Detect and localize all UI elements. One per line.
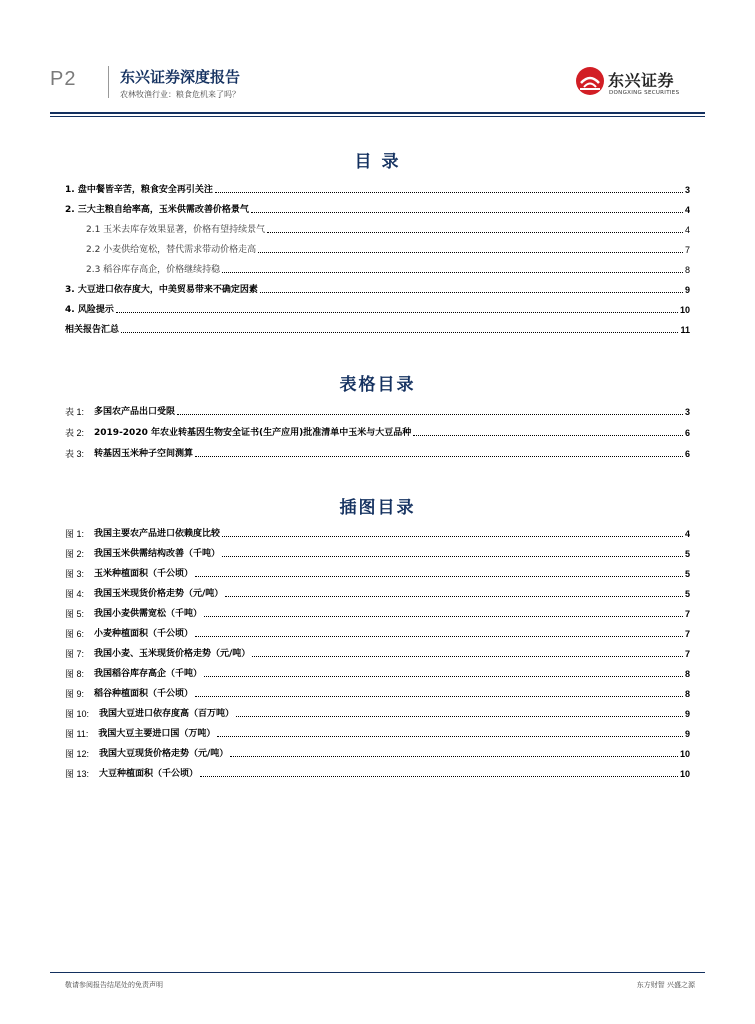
leader-dots [252,656,683,657]
table-entry-label: 2019-2020 年农业转基因生物安全证书(生产应用)批准清单中玉米与大豆品种 [94,428,412,438]
figure-entry-number: 图 8: [65,669,85,679]
leader-dots [217,736,683,737]
toc-subentry-label: 2.3 稻谷库存高企，价格继续持稳 [86,265,221,275]
figure-entry-label: 我国小麦供需宽松（千吨） [94,609,203,619]
figure-entry[interactable] [65,626,690,640]
figure-entry-page: 9 [684,729,690,739]
figure-entry[interactable] [65,546,690,560]
figure-entry-page: 5 [684,569,690,579]
toc-entry-label: 2. 三大主粮自给率高，玉米供需改善价格景气 [65,205,249,215]
figure-entry-page: 5 [684,549,690,559]
leader-dots [204,676,683,677]
figure-list-title: 插图目录 [339,498,416,518]
figure-entry-page: 10 [679,769,690,779]
page-number: P2 [50,68,77,90]
logo-chinese-name: 东兴证券 [608,71,675,90]
figure-entry-number: 图 9: [65,689,85,699]
figure-entry[interactable] [65,586,690,600]
toc-subentry[interactable] [86,262,690,276]
figure-entry-number: 图 11: [65,729,89,739]
figure-entry-number: 图 13: [65,769,90,779]
company-slogan: 东方财智 兴盛之源 [636,981,695,989]
figure-entry-page: 10 [679,749,690,759]
figure-entry-label: 我国稻谷库存高企（千吨） [94,669,203,679]
toc-entry-label: 相关报告汇总 [65,325,120,335]
table-entry-page: 3 [684,407,690,417]
leader-dots [116,312,678,313]
figure-entry-number: 图 3: [65,569,85,579]
figure-entry-page: 4 [684,529,690,539]
figure-entry-number: 图 4: [65,589,85,599]
figure-entry[interactable] [65,526,690,540]
figure-entry-page: 9 [684,709,690,719]
toc-subentry-page: 4 [684,225,690,235]
table-list-title: 表格目录 [339,375,416,395]
figure-entry-label: 玉米种植面积（千公顷） [94,569,194,579]
leader-dots [204,616,683,617]
leader-dots [225,596,683,597]
leader-dots [121,332,678,333]
table-entry-number: 表 1: [65,407,85,417]
leader-dots [177,414,683,415]
table-entry[interactable] [65,446,690,460]
figure-entry-label: 我国大豆现货价格走势（元/吨） [99,749,229,759]
toc-subentry[interactable] [86,242,690,256]
company-logo [575,66,695,102]
figure-entry[interactable] [65,646,690,660]
table-entry-label: 多国农产品出口受限 [94,407,176,417]
leader-dots [260,292,683,293]
leader-dots [195,456,683,457]
leader-dots [267,232,683,233]
figure-entry-page: 5 [684,589,690,599]
figure-entry-number: 图 7: [65,649,85,659]
leader-dots [236,716,683,717]
toc-entry-page: 9 [684,285,690,295]
figure-entry-number: 图 5: [65,609,85,619]
leader-dots [215,192,683,193]
toc-subentry-page: 7 [684,245,690,255]
toc-entry-label: 3. 大豆进口依存度大，中美贸易带来不确定因素 [65,285,258,295]
table-entry[interactable] [65,404,690,418]
toc-subentry-label: 2.2 小麦供给宽松，替代需求带动价格走高 [86,245,257,255]
leader-dots [222,272,683,273]
toc-entry-page: 3 [684,185,690,195]
report-series-title: 东兴证券深度报告 [120,68,241,86]
table-entry-number: 表 2: [65,428,85,438]
table-entry[interactable] [65,425,690,439]
figure-entry-label: 我国主要农产品进口依赖度比较 [94,529,221,539]
figure-entry[interactable] [65,666,690,680]
figure-entry-label: 大豆种植面积（千公顷） [99,769,199,779]
header-rule-thin [50,116,705,117]
leader-dots [222,536,683,537]
table-entry-page: 6 [684,449,690,459]
leader-dots [222,556,683,557]
toc-entry[interactable] [65,182,690,196]
figure-entry-number: 图 12: [65,749,90,759]
leader-dots [195,696,683,697]
figure-entry[interactable] [65,706,690,720]
figure-entry[interactable] [65,766,690,780]
toc-entry[interactable] [65,322,690,336]
figure-entry[interactable] [65,686,690,700]
leader-dots [195,636,683,637]
figure-entry[interactable] [65,606,690,620]
table-entry-page: 6 [684,428,690,438]
disclaimer-note: 敬请参阅报告结尾处的免责声明 [65,981,163,989]
leader-dots [195,576,683,577]
figure-entry-label: 稻谷种植面积（千公顷） [94,689,194,699]
header-separator [108,66,109,98]
leader-dots [200,776,678,777]
toc-entry-page: 11 [680,325,690,335]
logo-english-name: DONGXING SECURITIES [609,90,680,96]
toc-entry-page: 10 [679,305,690,315]
toc-subentry[interactable] [86,222,690,236]
footer-rule [50,972,705,973]
toc-entry-label: 4. 风险提示 [65,305,114,315]
figure-entry-page: 7 [684,649,690,659]
toc-entry[interactable] [65,282,690,296]
figure-entry-number: 图 10: [65,709,90,719]
figure-entry-page: 8 [684,669,690,679]
figure-entry-label: 我国大豆主要进口国（万吨） [98,729,216,739]
toc-entry-label: 1. 盘中餐皆辛苦，粮食安全再引关注 [65,185,213,195]
figure-entry-label: 我国玉米现货价格走势（元/吨） [94,589,224,599]
toc-entry[interactable] [65,202,690,216]
figure-entry-number: 图 6: [65,629,85,639]
toc-subentry-label: 2.1 玉米去库存效果显著，价格有望持续景气 [86,225,266,235]
figure-entry-number: 图 1: [65,529,85,539]
toc-entry-page: 4 [684,205,690,215]
toc-title: 目 录 [354,152,401,172]
figure-entry-page: 7 [684,609,690,619]
company-logo-mark-icon [575,66,605,96]
toc-entry[interactable] [65,302,690,316]
figure-entry-label: 小麦种植面积（千公顷） [94,629,194,639]
figure-entry[interactable] [65,726,690,740]
report-subtitle: 农林牧渔行业：粮食危机来了吗？ [120,90,240,99]
figure-entry-label: 我国玉米供需结构改善（千吨） [94,549,221,559]
figure-entry[interactable] [65,566,690,580]
figure-entry-page: 7 [684,629,690,639]
toc-subentry-page: 8 [684,265,690,275]
leader-dots [413,435,683,436]
table-entry-label: 转基因玉米种子空间测算 [94,449,194,459]
figure-entry[interactable] [65,746,690,760]
header-rule [50,112,705,114]
figure-entry-page: 8 [684,689,690,699]
table-entry-number: 表 3: [65,449,85,459]
leader-dots [230,756,678,757]
figure-entry-number: 图 2: [65,549,85,559]
figure-entry-label: 我国大豆进口依存度高（百万吨） [99,709,235,719]
leader-dots [258,252,683,253]
figure-entry-label: 我国小麦、玉米现货价格走势（元/吨） [94,649,251,659]
leader-dots [251,212,683,213]
